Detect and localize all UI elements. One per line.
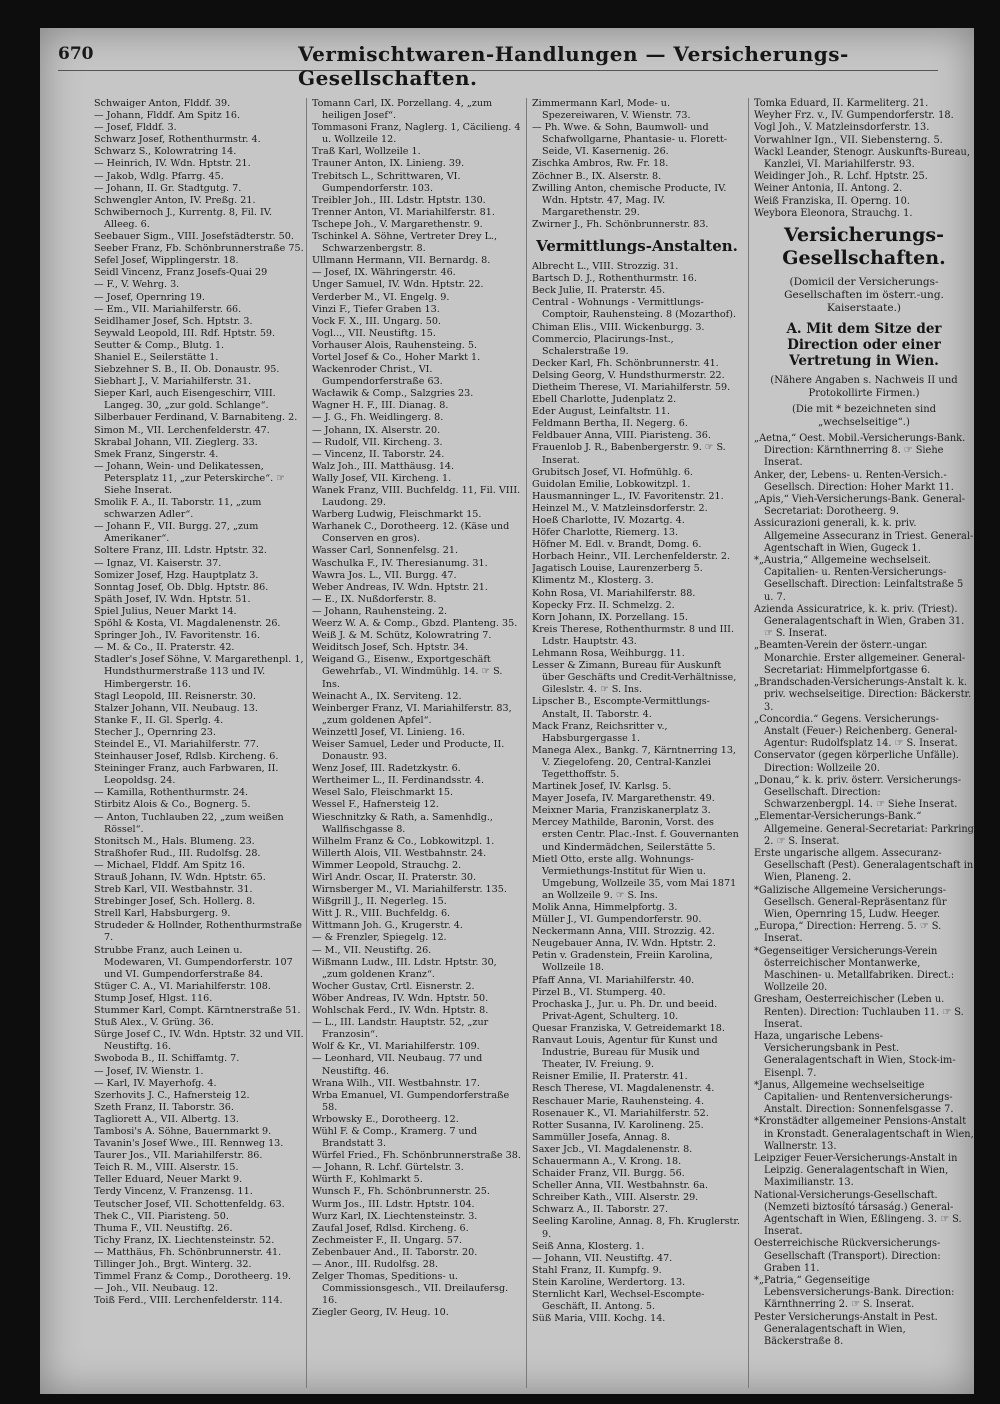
directory-entry: Beck Julie, II. Praterstr. 45. <box>532 285 666 297</box>
directory-entry: Thuma F., VII. Neustiftg. 26. <box>94 1222 233 1234</box>
directory-entry: Vorhauser Alois, Rauhensteing. 5. <box>312 339 478 351</box>
directory-entry: Trebitsch L., Schrittwaren, VI. Gumpendorferstr. 103. <box>312 170 461 194</box>
directory-entry: Tschinkel A. Söhne, Vertreter Drey L., Schwarzenbergstr. 8. <box>312 231 498 255</box>
directory-entry: Wrana Wilh., VII. Westbahnstr. 17. <box>312 1077 480 1089</box>
directory-entry: Stüger C. A., VI. Mariahilferstr. 108. <box>94 980 271 992</box>
directory-entry: Leipziger Feuer-Versicherungs-Anstalt in Leipzig. Generalagentschaft in Wien, Maximilianstr. 13. <box>754 1153 958 1189</box>
directory-entry: Späth Josef, IV. Wdn. Hptstr. 51. <box>94 593 251 605</box>
directory-entry: Strauß Johann, IV. Wdn. Hptstr. 65. <box>94 872 266 883</box>
section-note: (Domicil der Versicherungs-Gesellschaften im österr.-ung. Kaiserstaate.) <box>784 276 944 315</box>
directory-entry: Scheller Anna, VII. Westbahnstr. 6a. <box>532 1180 708 1192</box>
directory-entry: Wolf & Kr., VI. Mariahilferstr. 109. <box>312 1041 480 1053</box>
directory-entry: — Anor., III. Rudolfsg. 28. <box>312 1259 439 1270</box>
directory-entry: — Johann, II. Gr. Stadtgutg. 7. <box>94 182 242 194</box>
directory-entry: „Donau,“ k. k. priv. österr. Versicherungs-Gesellschaft. Direction: Schwarzenbergpl. 14. ☞ Siehe Inserat. <box>754 774 962 811</box>
directory-entry: Wirnsberger M., VI. Mariahilferstr. 135. <box>312 884 507 896</box>
directory-entry: Vorwahlner Ign., VII. Siebensterng. 5. <box>754 134 943 146</box>
directory-entry: — Kamilla, Rothenthurmstr. 24. <box>94 787 249 799</box>
directory-entry: Delsing Georg, V. Hundsthurmerstr. 22. <box>532 369 725 381</box>
directory-entry: Taurer Jos., VII. Mariahilferstr. 86. <box>94 1150 263 1162</box>
directory-entry: Schwarz A., II. Taborstr. 27. <box>532 1204 669 1216</box>
directory-entry: Meixner Maria, Franziskanerplatz 3. <box>532 805 711 817</box>
directory-entry: — J. G., Fh. Weidlingerg. 8. <box>312 412 444 424</box>
directory-entry: Spöhl & Kosta, VI. Magdalenenstr. 26. <box>94 618 281 630</box>
directory-entry: Wilhelm Franz & Co., Lobkowitzpl. 1. <box>312 835 495 847</box>
directory-entry: — Johann, VII. Neustiftg. 47. <box>532 1252 673 1264</box>
page-number: 670 <box>58 44 94 64</box>
directory-entry: Lehmann Rosa, Weihburgg. 11. <box>532 648 685 660</box>
directory-entry: Mack Franz, Reichsritter v., Habsburgergasse 1. <box>532 720 668 744</box>
directory-entry: Kopecky Frz. II. Schmelzg. 2. <box>532 599 675 611</box>
directory-entry: Horbach Heinr., VII. Lerchenfelderstr. 2. <box>532 551 731 563</box>
directory-entry: — & Frenzler, Spiegelg. 12. <box>312 932 447 944</box>
directory-entry: Stump Josef, Hlgst. 116. <box>94 992 213 1004</box>
directory-entry: — Johann, Flddf. Am Spitz 16. <box>94 110 241 122</box>
directory-entry: Tavanin's Josef Wwe., III. Rennweg 13. <box>94 1138 284 1150</box>
page-header <box>58 34 938 90</box>
directory-entry: Schwarz S., Kolowratring 14. <box>94 146 237 158</box>
directory-entry: Eder August, Leinfaltstr. 11. <box>532 406 670 418</box>
section-title: Vermittlungs-Anstalten. <box>536 237 738 256</box>
directory-entry: — Rudolf, VII. Kircheng. 3. <box>312 436 443 448</box>
directory-entry: Schwengler Anton, IV. Preßg. 21. <box>94 194 256 206</box>
directory-entry: Treibler Joh., III. Ldstr. Hptstr. 130. <box>312 194 486 206</box>
directory-entry: Kohn Rosa, VI. Mariahilferstr. 88. <box>532 587 696 599</box>
directory-entry: Erste ungarische allgem. Assecuranz-Gesellschaft (Pest). Generalagentschaft in Wien, Planeng. 2. <box>754 847 974 884</box>
directory-entry: Quesar Franziska, V. Getreidemarkt 18. <box>532 1022 725 1034</box>
directory-entry: *„Patria,“ Gegenseitige Lebensversicherungs-Bank. Direction: Kärnthnerring 2. ☞ S. Inserat. <box>754 1275 955 1311</box>
directory-entry: Petin v. Gradenstein, Freiin Karolina, Wollzeile 18. <box>532 950 713 974</box>
directory-entry: Stummer Karl, Compt. Kärntnerstraße 51. <box>94 1005 301 1017</box>
directory-entry: — Em., VII. Mariahilferstr. 66. <box>94 303 242 315</box>
section-subhead: A. Mit dem Sitze der Direction oder einer Vertretung in Wien. <box>786 321 942 370</box>
directory-entry: National-Versicherungs-Gesellschaft. (Nemzeti biztosító társaság.) General-Agentschaft in Wien, Eßlingeng. 3. ☞ S. Inserat. <box>754 1189 962 1238</box>
directory-entry: Ziegler Georg, IV. Heug. 10. <box>312 1307 449 1319</box>
directory-entry: Schwibernoch J., Kurrentg. 8, Fil. IV. Alleeg. 6. <box>94 206 273 230</box>
directory-entry: Zischka Ambros, Rw. Fr. 18. <box>532 158 669 170</box>
directory-entry: Szerhovits J. C., Hafnersteig 12. <box>94 1089 250 1101</box>
directory-entry: „Elementar-Versicherungs-Bank.“ Allgemeine. General-Secretariat: Parkring 2. ☞ S. Inserat. <box>754 811 974 847</box>
directory-entry: *Janus, Allgemeine wechselseitige Capitalien- und Rentenversicherungs-Anstalt. Direction: Sonnenfelsgasse 7. <box>754 1079 954 1116</box>
directory-entry: Schwarz Josef, Rothenthurmstr. 4. <box>94 134 261 146</box>
directory-entry: Wohlschak Ferd., IV. Wdn. Hptstr. 8. <box>312 1005 489 1017</box>
directory-entry: Trenner Anton, VI. Mariahilferstr. 81. <box>312 206 495 218</box>
directory-entry: Tomann Carl, IX. Porzellang. 4, „zum heiligen Josef“. <box>312 98 493 122</box>
directory-entry: Strubbe Franz, auch Leinen u. Modewaren, VI. Gumpendorferstr. 107 und VI. Gumpendorferstraße 84. <box>94 944 293 980</box>
directory-entry: Soltere Franz, III. Ldstr. Hptstr. 32. <box>94 545 267 557</box>
directory-entry: Szeth Franz, II. Taborstr. 36. <box>94 1101 234 1113</box>
directory-entry: Wessel F., Hafnersteig 12. <box>312 799 439 811</box>
directory-entry: Stadler's Josef Söhne, V. Margarethenpl. 1, Hundsthurmerstraße 113 und IV. Himbergerstr. 16. <box>94 654 304 690</box>
directory-entry: — Heinrich, IV. Wdn. Hptstr. 21. <box>94 158 251 170</box>
directory-entry: Seidlhamer Josef, Sch. Hptstr. 3. <box>94 315 253 327</box>
directory-entry: *„Austria,“ Allgemeine wechselseit. Capitalien- u. Renten-Versicherungs-Gesellschaft. Direction: Leinfaltstraße 5 u. 7. <box>754 555 964 603</box>
directory-entry: Resch Therese, VI. Magdalenenstr. 4. <box>532 1083 715 1095</box>
directory-entry: Seutter & Comp., Blutg. 1. <box>94 339 225 351</box>
directory-entry: Prochaska J., Jur. u. Ph. Dr. und beeid. Privat-Agent, Schulterg. 10. <box>532 998 718 1022</box>
directory-entry: Weinacht A., IX. Serviteng. 12. <box>312 690 462 702</box>
directory-entry: Strell Karl, Habsburgerg. 9. <box>94 908 231 920</box>
directory-entry: Strudeder & Hollnder, Rothenthurmstraße 7. <box>94 920 302 944</box>
directory-entry: Weiß J. & M. Schütz, Kolowratring 7. <box>312 630 492 642</box>
directory-entry: Seeling Karoline, Annag. 8, Fh. Kruglerstr. 9. <box>532 1216 740 1240</box>
directory-entry: Müller J., VI. Gumpendorferstr. 90. <box>532 914 702 926</box>
directory-entry: — Matthäus, Fh. Schönbrunnerstr. 41. <box>94 1246 282 1258</box>
directory-entry: Frauenlob J. R., Babenbergerstr. 9. ☞ S. Inserat. <box>532 442 726 466</box>
section-subnote: (Die mit * bezeichneten sind „wechselseitige“.) <box>791 404 937 428</box>
directory-entry: Höfner M. Edl. v. Brandt, Domg. 6. <box>532 539 702 551</box>
directory-entry: Neckermann Anna, VIII. Strozzig. 42. <box>532 926 715 938</box>
directory-entry: Mayer Josefa, IV. Margarethenstr. 49. <box>532 793 715 805</box>
directory-entry: — M., VII. Neustiftg. 26. <box>312 944 432 956</box>
directory-entry: — Johann, Wein- und Delikatessen, Petersplatz 11, „zur Peterskirche“. ☞ Siehe Inserat. <box>94 460 285 496</box>
directory-entry: Weiß Franziska, II. Operng. 10. <box>754 195 910 207</box>
directory-entry: „Aetna,“ Oest. Mobil.-Versicherungs-Bank. Direction: Kärnthnerring 8. ☞ Siehe Inserat. <box>754 433 966 469</box>
directory-entry: Weyher Frz. v., IV. Gumpendorferstr. 18. <box>754 110 954 122</box>
directory-entry: — Josef, Opernring 19. <box>94 291 205 303</box>
directory-entry: Ebell Charlotte, Judenplatz 2. <box>532 394 677 406</box>
column-4 <box>754 98 974 1388</box>
directory-entry: Sieper Karl, auch Eisengeschirr, VIII. Langeg. 30, „zur gold. Schlange“. <box>94 388 276 412</box>
directory-entry: — Joh., VII. Neubaug. 12. <box>94 1283 218 1295</box>
directory-entry: Wocher Gustav, Crtl. Eisnerstr. 2. <box>312 980 475 992</box>
directory-entry: Vortel Josef & Co., Hoher Markt 1. <box>312 351 481 363</box>
directory-entry: — Anton, Tuchlauben 22, „zum weißen Rössel“. <box>94 811 284 835</box>
directory-entry: Würth F., Kohlmarkt 5. <box>312 1174 423 1186</box>
directory-entry: Teutscher Josef, VII. Schottenfeldg. 63. <box>94 1198 285 1210</box>
directory-entry: Zimmermann Karl, Mode- u. Spezereiwaren, V. Wienstr. 73. <box>532 98 691 122</box>
directory-entry: — Karl, IV. Mayerhofg. 4. <box>94 1077 217 1089</box>
directory-entry: „Brandschaden-Versicherungs-Anstalt k. k. priv. wechselseitige. Direction: Bäckerstr. 3. <box>754 677 972 713</box>
running-title: Vermischtwaren-Handlungen — Versicherungs-Gesellschaften. <box>298 42 849 90</box>
directory-entry: Tambosi's A. Söhne, Bauernmarkt 9. <box>94 1125 272 1137</box>
directory-entry: Reisner Emilie, II. Praterstr. 41. <box>532 1071 688 1083</box>
directory-entry: Gresham, Oesterreichischer (Leben u. Renten). Direction: Tuchlauben 11. ☞ S. Inserat. <box>754 994 964 1030</box>
directory-entry: Weinzettl Josef, VI. Linieng. 16. <box>312 726 465 738</box>
directory-entry: Chiman Elis., VIII. Wickenburgg. 3. <box>532 321 705 333</box>
column-rule <box>748 98 749 1388</box>
directory-entry: — L., III. Landstr. Hauptstr. 52, „zur Franzosin“. <box>312 1017 489 1041</box>
directory-entry: — Vincenz, II. Taborstr. 24. <box>312 448 445 460</box>
directory-entry: Steininger Franz, auch Farbwaren, II. Leopoldsg. 24. <box>94 763 279 787</box>
directory-entry: Wirl Andr. Oscar, II. Praterstr. 30. <box>312 872 477 883</box>
directory-entry: — Josef, IX. Währingerstr. 46. <box>312 267 456 279</box>
directory-entry: Traß Karl, Wollzeile 1. <box>312 146 421 158</box>
directory-entry: „Concordia.“ Gegens. Versicherungs-Anstalt (Feuer-) Reichenberg. General-Agentur: Rudolfsplatz 14. ☞ S. Inserat. <box>754 713 958 750</box>
directory-entry: Wasser Carl, Sonnenfelsg. 21. <box>312 545 458 557</box>
directory-entry: Vogl..., VII. Neustiftg. 15. <box>312 327 436 339</box>
directory-entry: Grubitsch Josef, VI. Hofmühlg. 6. <box>532 466 693 478</box>
directory-entry: Stonitsch M., Hals. Blumeng. 23. <box>94 835 255 847</box>
directory-entry: Rotter Susanna, IV. Karolineng. 25. <box>532 1119 704 1131</box>
directory-entry: Trauner Anton, IX. Linieng. 39. <box>312 158 465 170</box>
section-subnote: (Nähere Angaben s. Nachweis II und Protokollirte Firmen.) <box>770 375 958 399</box>
directory-entry: Neugebauer Anna, IV. Wdn. Hptstr. 2. <box>532 938 716 950</box>
directory-entry: Conservator (gegen körperliche Unfälle). Direction: Wollzeile 20. <box>754 750 959 774</box>
directory-entry: Hausmanninger L., IV. Favoritenstr. 21. <box>532 490 724 502</box>
directory-entry: Lipscher B., Escompte-Vermittlungs-Anstalt, II. Taborstr. 4. <box>532 696 710 720</box>
directory-entry: Verderber M., VI. Engelg. 9. <box>312 291 450 303</box>
directory-entry: Commercio, Placirungs-Inst., Schalerstraße 19. <box>532 333 674 357</box>
directory-entry: Tichy Franz, IX. Liechtensteinstr. 52. <box>94 1234 275 1246</box>
directory-entry: Waschulka F., IV. Theresianumg. 31. <box>312 557 488 569</box>
directory-entry: Schwaiger Anton, Flddf. 39. <box>94 98 231 109</box>
directory-entry: Ullmann Hermann, VII. Bernardg. 8. <box>312 255 491 267</box>
directory-entry: — Johann F., VII. Burgg. 27, „zum Amerikaner“. <box>94 521 259 545</box>
directory-entry: Zaufal Josef, Rdlsd. Kircheng. 6. <box>312 1222 469 1234</box>
directory-entry: Reschauer Marie, Rauhensteing. 4. <box>532 1095 705 1107</box>
directory-entry: Seiß Anna, Klosterg. 1. <box>532 1240 645 1252</box>
directory-entry: Weybora Eleonora, Strauchg. 1. <box>754 207 913 219</box>
directory-entry: Klimentz M., Klosterg. 3. <box>532 575 654 587</box>
directory-entry: Terdy Vincenz, V. Franzensg. 11. <box>94 1186 253 1198</box>
directory-entry: Swoboda B., II. Schiffamtg. 7. <box>94 1053 240 1065</box>
directory-entry: Süß Maria, VIII. Kochg. 14. <box>532 1313 666 1325</box>
directory-entry: Willerth Alois, VII. Westbahnstr. 24. <box>312 847 487 859</box>
directory-entry: Smek Franz, Singerstr. 4. <box>94 448 219 460</box>
directory-entry: Teller Eduard, Neuer Markt 9. <box>94 1174 243 1186</box>
directory-entry: Weerz W. A. & Comp., Gbzd. Planteng. 35. <box>312 618 518 630</box>
section-title: Versicherungs-Gesellschaften. <box>782 224 946 270</box>
directory-entry: „Europa,“ Direction: Herreng. 5. ☞ S. Inserat. <box>754 921 942 945</box>
directory-entry: Schaider Franz, VII. Burgg. 56. <box>532 1168 685 1180</box>
directory-entry: Würfel Fried., Fh. Schönbrunnerstraße 38. <box>312 1150 521 1162</box>
directory-entry: Wertheimer L., II. Ferdinandsstr. 4. <box>312 775 485 787</box>
directory-entry: Azienda Assicuratrice, k. k. priv. (Triest). Generalagentschaft in Wien, Graben 31. ☞ S. Inserat. <box>754 603 965 640</box>
directory-entry: Warberg Ludwig, Fleischmarkt 15. <box>312 509 482 521</box>
directory-entry: Pester Versicherungs-Anstalt in Pest. Generalagentschaft in Wien, Bäckerstraße 8. <box>754 1311 938 1348</box>
directory-entry: Wittmann Joh. G., Krugerstr. 4. <box>312 920 463 932</box>
directory-entry: Feldbauer Anna, VIII. Piaristeng. 36. <box>532 430 711 442</box>
directory-entry: Wawra Jos. L., VII. Burgg. 47. <box>312 569 457 581</box>
directory-entry: Skrabal Johann, VII. Zieglerg. 33. <box>94 436 258 448</box>
directory-entry: Korn Johann, IX. Porzellang. 15. <box>532 611 688 623</box>
directory-entry: Stahl Franz, II. Kumpfg. 9. <box>532 1264 662 1276</box>
directory-entry: Sürge Josef C., IV. Wdn. Hptstr. 32 und VII. Neustiftg. 16. <box>94 1029 304 1053</box>
directory-entry: Wesel Salo, Fleischmarkt 15. <box>312 787 454 799</box>
directory-entry: Wally Josef, VII. Kircheng. 1. <box>312 472 452 484</box>
directory-entry: *Kronstädter allgemeiner Pensions-Anstalt in Kronstadt. Generalagentschaft in Wien, Wallnerstr. 13. <box>754 1116 974 1152</box>
directory-entry: Central - Wohnungs - Vermittlungs-Comptoir, Rauhensteing. 8 (Mozarthof). <box>532 297 737 321</box>
directory-entry: Sammüller Josefa, Annag. 8. <box>532 1131 671 1143</box>
directory-entry: Teich R. M., VIII. Alserstr. 15. <box>94 1162 239 1174</box>
directory-entry: Shaniel E., Seilerstätte 1. <box>94 351 219 363</box>
directory-entry: — Michael, Flddf. Am Spitz 16. <box>94 859 246 871</box>
directory-entry: Wühl F. & Comp., Kramerg. 7 und Brandstatt 3. <box>312 1125 478 1150</box>
directory-entry: Tschepe Joh., V. Margarethenstr. 9. <box>312 218 483 230</box>
directory-entry: Wacławik & Comp., Salzgries 23. <box>312 388 474 400</box>
directory-entry: Stalzer Johann, VII. Neubaug. 13. <box>94 702 258 714</box>
column-2 <box>312 98 522 1388</box>
directory-entry: Seidl Vincenz, Franz Josefs-Quai 29 <box>94 267 268 279</box>
directory-entry: — Josef, Flddf. 3. <box>94 122 177 134</box>
directory-entry: Molik Anna, Himmelpfortg. 3. <box>532 902 678 913</box>
directory-entry: Seebauer Sigm., VIII. Josefstädterstr. 50. <box>94 231 294 243</box>
directory-entry: Mietl Otto, erste allg. Wohnungs-Vermiethungs-Institut für Wien u. Umgebung, Wollzeile 35, vom Mai 1871 an Wollzeile 9. ☞ S. Ins. <box>532 853 737 901</box>
directory-entry: Wißgrill J., II. Negerleg. 15. <box>312 896 447 908</box>
column-3 <box>532 98 742 1388</box>
directory-entry: Saxer Jcb., VI. Magdalenenstr. 8. <box>532 1143 693 1155</box>
directory-entry: Guidolan Emilie, Lobkowitzpl. 1. <box>532 478 691 490</box>
directory-entry: — Ignaz, VI. Kaiserstr. 37. <box>94 557 222 569</box>
directory-entry: Stein Karoline, Werdertorg. 13. <box>532 1276 686 1288</box>
directory-entry: Strebinger Josef, Sch. Hollerg. 8. <box>94 896 256 908</box>
directory-entry: Wunsch F., Fh. Schönbrunnerstr. 25. <box>312 1186 490 1198</box>
directory-entry: Vock F. X., III. Ungarg. 50. <box>312 315 441 327</box>
directory-entry: — F., V. Wehrg. 3. <box>94 279 180 291</box>
directory-entry: Heinzel M., V. Matzleinsdorferstr. 2. <box>532 502 708 514</box>
directory-entry: Martinek Josef, IV. Karlsg. 5. <box>532 781 672 793</box>
directory-entry: Zebenbauer And., II. Taborstr. 20. <box>312 1246 478 1258</box>
directory-entry: Weiditsch Josef, Sch. Hptstr. 34. <box>312 642 469 654</box>
directory-entry: Stirbitz Alois & Co., Bognerg. 5. <box>94 799 251 811</box>
directory-entry: Smolik F. A., II. Taborstr. 11, „zum schwarzen Adler“. <box>94 497 262 521</box>
directory-entry: Steinhauser Josef, Rdlsb. Kircheng. 6. <box>94 751 279 763</box>
directory-entry: Ranvaut Louis, Agentur für Kunst und Industrie, Bureau für Musik und Theater, IV. Freiung. 9. <box>532 1035 718 1071</box>
directory-entry: Sefel Josef, Wipplingerstr. 18. <box>94 255 239 267</box>
directory-entry: — Josef, IV. Wienstr. 1. <box>94 1065 204 1077</box>
directory-entry: Wißmann Ludw., III. Ldstr. Hptstr. 30, „zum goldenen Kranz“. <box>312 956 497 980</box>
directory-entry: Weber Andreas, IV. Wdn. Hptstr. 21. <box>312 581 488 593</box>
directory-entry: Sonntag Josef, Ob. Dblg. Hptstr. 86. <box>94 581 269 593</box>
directory-entry: Witt J. R., VIII. Buchfeldg. 6. <box>312 908 451 920</box>
directory-entry: Stagl Leopold, III. Reisnerstr. 30. <box>94 690 256 702</box>
directory-entry: Mercey Mathilde, Baronin, Vorst. des ersten Centr. Plac.-Inst. f. Gouvernanten und Kindermädchen, Seilerstätte 5. <box>532 817 739 853</box>
directory-entry: Weiner Antonia, II. Antong. 2. <box>754 183 903 195</box>
directory-entry: Simon M., VII. Lerchenfelderstr. 47. <box>94 424 270 436</box>
directory-entry: Weiser Samuel, Leder und Producte, II. Donaustr. 93. <box>312 738 505 763</box>
directory-entry: Tommasoni Franz, Naglerg. 1, Cäcilieng. 4 u. Wollzeile 12. <box>312 122 521 146</box>
directory-entry: — E., IX. Nußdorferstr. 8. <box>312 593 437 605</box>
column-rule <box>306 98 307 1388</box>
directory-entry: — Johann, IX. Alserstr. 20. <box>312 424 441 436</box>
directory-entry: Tillinger Joh., Brgt. Winterg. 32. <box>94 1259 252 1270</box>
directory-entry: Zwirner J., Fh. Schönbrunnerstr. 83. <box>532 218 709 230</box>
directory-entry: — Johann, R. Lchf. Gürtelstr. 3. <box>312 1162 464 1174</box>
directory-entry: Siebhart J., V. Mariahilferstr. 31. <box>94 376 252 388</box>
directory-entry: Wurm Jos., III. Ldstr. Hptstr. 104. <box>312 1198 475 1210</box>
directory-entry: — Leonhard, VII. Neubaug. 77 und Neustiftg. 46. <box>312 1053 483 1077</box>
directory-entry: *Gegenseitiger Versicherungs-Verein österreichischer Montanwerke, Maschinen- u. Metallfabriken. Direct.: Wollzeile 20. <box>754 945 955 994</box>
directory-entry: Feldmann Bertha, II. Negerg. 6. <box>532 418 688 430</box>
directory-entry: Wackenroder Christ., VI. Gumpendorferstraße 63. <box>312 364 443 388</box>
directory-entry: Albrecht L., VIII. Strozzig. 31. <box>532 261 679 273</box>
directory-entry: Springer Joh., IV. Favoritenstr. 16. <box>94 630 261 642</box>
directory-entry: Steindel E., VI. Mariahilferstr. 77. <box>94 738 259 750</box>
directory-entry: Weinberger Franz, VI. Mariahilferstr. 83, „zum goldenen Apfel“. <box>312 702 512 726</box>
directory-entry: Sternlicht Karl, Wechsel-Escompte-Geschäft, II. Antong. 5. <box>532 1289 705 1313</box>
directory-entry: Wrbowsky E., Dorotheerg. 12. <box>312 1113 459 1125</box>
directory-entry: Unger Samuel, IV. Wdn. Hptstr. 22. <box>312 279 484 291</box>
directory-entry: Thek C., VII. Piaristeng. 50. <box>94 1210 229 1222</box>
directory-entry: Rosenauer K., VI. Mariahilferstr. 52. <box>532 1107 709 1119</box>
directory-entry: Wrba Emanuel, VI. Gumpendorferstraße 58. <box>312 1089 510 1113</box>
column-rule <box>526 98 527 1388</box>
directory-entry: Walz Joh., III. Matthäusg. 14. <box>312 460 455 472</box>
directory-entry: Siebzehner S. B., II. Ob. Donaustr. 95. <box>94 364 280 376</box>
directory-entry: Warhanek C., Dorotheerg. 12. (Käse und Conserven en gros). <box>312 521 510 545</box>
directory-entry: Tagliorett A., VII. Albertg. 13. <box>94 1113 239 1125</box>
directory-entry: Wieschnitzky & Rath, a. Samenhdlg., Wallfischgasse 8. <box>312 811 493 835</box>
directory-entry: Weigand G., Eisenw., Exportgeschäft Gewehrfab., VI. Windmühlg. 14. ☞ S. Ins. <box>312 654 503 690</box>
directory-entry: Spiel Julius, Neuer Markt 14. <box>94 605 237 617</box>
directory-entry: Somizer Josef, Hzg. Hauptplatz 3. <box>94 569 259 581</box>
directory-entry: Wanek Franz, VIII. Buchfeldg. 11, Fil. VIII. Laudong. 29. <box>312 485 521 509</box>
directory-entry: Assicurazioni generali, k. k. priv. Allgemeine Assecuranz in Triest. General-Agentschaft in Wien, Gugeck 1. <box>754 518 974 554</box>
directory-entry: Schauermann A., V. Krong. 18. <box>532 1155 682 1167</box>
column-1 <box>94 98 304 1388</box>
directory-entry: Seeber Franz, Fb. Schönbrunnerstraße 75. <box>94 243 304 255</box>
directory-entry: Höfer Charlotte, Riemerg. 13. <box>532 527 678 539</box>
directory-entry: Zöchner B., IX. Alserstr. 8. <box>532 170 662 182</box>
directory-entry: Oesterreichische Rückversicherungs-Gesellschaft (Transport). Direction: Graben 11. <box>754 1238 941 1274</box>
directory-entry: *Galizische Allgemeine Versicherungs-Gesellsch. General-Repräsentanz für Wien, Opernring 15, Ludw. Heeger. <box>754 884 947 920</box>
directory-entry: Dietheim Therese, VI. Mariahilferstr. 59. <box>532 381 731 393</box>
directory-entry: Wenz Josef, III. Radetzkystr. 6. <box>312 763 461 775</box>
directory-entry: Schreiber Kath., VIII. Alserstr. 29. <box>532 1192 699 1204</box>
directory-entry: Tomka Eduard, II. Karmeliterg. 21. <box>754 98 929 109</box>
directory-entry: Wackl Leander, Stenogr. Auskunfts-Bureau, Kanzlei, VI. Mariahilferstr. 93. <box>754 146 970 171</box>
directory-entry: — Johann, Rauhensteing. 2. <box>312 605 448 617</box>
directory-entry: Seywald Leopold, III. Rdf. Hptstr. 59. <box>94 327 276 339</box>
directory-entry: Hoeß Charlotte, IV. Mozartg. 4. <box>532 515 685 526</box>
directory-entry: Straßhofer Rud., III. Rudolfsg. 28. <box>94 847 261 859</box>
directory-entry: Bartsch D. J., Rothenthurmstr. 16. <box>532 273 697 285</box>
directory-entry: Weidinger Joh., R. Lchf. Hptstr. 25. <box>754 171 928 183</box>
directory-entry: Zelger Thomas, Speditions- u. Commissionsgesch., VII. Dreilaufersg. 16. <box>312 1271 509 1307</box>
directory-entry: — Jakob, Wdlg. Pfarrg. 45. <box>94 170 224 182</box>
directory-entry: Stuß Alex., V. Grüng. 36. <box>94 1017 214 1029</box>
directory-entry: Pirzel B., VI. Stumperg. 40. <box>532 986 666 998</box>
directory-entry: „Apis,“ Vieh-Versicherungs-Bank. General-Secretariat: Dorotheerg. 9. <box>754 494 966 518</box>
directory-entry: Kreis Therese, Rothenthurmstr. 8 und III. Ldstr. Hauptstr. 43. <box>532 623 735 647</box>
directory-entry: Haza, ungarische Lebens-Versicherungsbank in Pest. Generalagentschaft in Wien, Stock-im-Eisenpl. 7. <box>754 1030 956 1079</box>
directory-entry: Timmel Franz & Comp., Dorotheerg. 19. <box>94 1271 292 1283</box>
directory-entry: — Ph. Wwe. & Sohn, Baumwoll- und Schafwollgarne, Phantasie- u. Florett-Seide, VI. Kasernenig. 26. <box>532 122 727 158</box>
directory-entry: Wagner H. F., III. Dianag. 8. <box>312 400 449 412</box>
directory-entry: Manega Alex., Bankg. 7, Kärntnerring 13, V. Ziegelofeng. 20, Central-Kanzlei Tegetthoffstr. 5. <box>532 744 736 780</box>
directory-entry: Zwilling Anton, chemische Producte, IV. Wdn. Hptstr. 47, Mag. IV. Margarethenstr. 29. <box>532 182 727 218</box>
directory-entry: Jagatisch Louise, Laurenzerberg 5. <box>532 563 703 575</box>
directory-entry: — M. & Co., II. Praterstr. 42. <box>94 642 235 654</box>
directory-entry: Toiß Ferd., VIII. Lerchenfelderstr. 114. <box>94 1295 283 1307</box>
directory-entry: Vogl Joh., V. Matzleinsdorferstr. 13. <box>754 122 930 134</box>
directory-entry: Pfaff Anna, VI. Mariahilferstr. 40. <box>532 974 695 986</box>
directory-entry: Wurz Karl, IX. Liechtensteinstr. 3. <box>312 1210 478 1222</box>
directory-entry: Stecher J., Opernring 23. <box>94 726 216 738</box>
directory-entry: Decker Karl, Fh. Schönbrunnerstr. 41. <box>532 357 719 369</box>
directory-entry: Stanke F., II. Gl. Sperlg. 4. <box>94 714 224 726</box>
directory-entry: Silberbauer Ferdinand, V. Barnabiteng. 2. <box>94 412 298 424</box>
directory-entry: Streb Karl, VII. Westbahnstr. 31. <box>94 884 253 896</box>
directory-entry: Wöber Andreas, IV. Wdn. Hptstr. 50. <box>312 992 489 1004</box>
directory-entry: Lesser & Zimann, Bureau für Auskunft über Geschäfts und Credit-Verhältnisse, Gileslstr. 4. ☞ S. Ins. <box>532 660 737 696</box>
directory-entry: Anker, der, Lebens- u. Renten-Versich.-Gesellsch. Direction: Hoher Markt 11. <box>754 469 954 493</box>
directory-entry: Vinzi F., Tiefer Graben 13. <box>312 303 440 315</box>
directory-entry: „Beamten-Verein der österr.-ungar. Monarchie. Erster allgemeiner. General-Secretariat: Himmelpfortgasse 6. <box>754 640 966 676</box>
directory-entry: Zechmeister F., II. Ungarg. 57. <box>312 1234 463 1246</box>
directory-entry: Wimmer Leopold, Strauchg. 2. <box>312 859 462 871</box>
